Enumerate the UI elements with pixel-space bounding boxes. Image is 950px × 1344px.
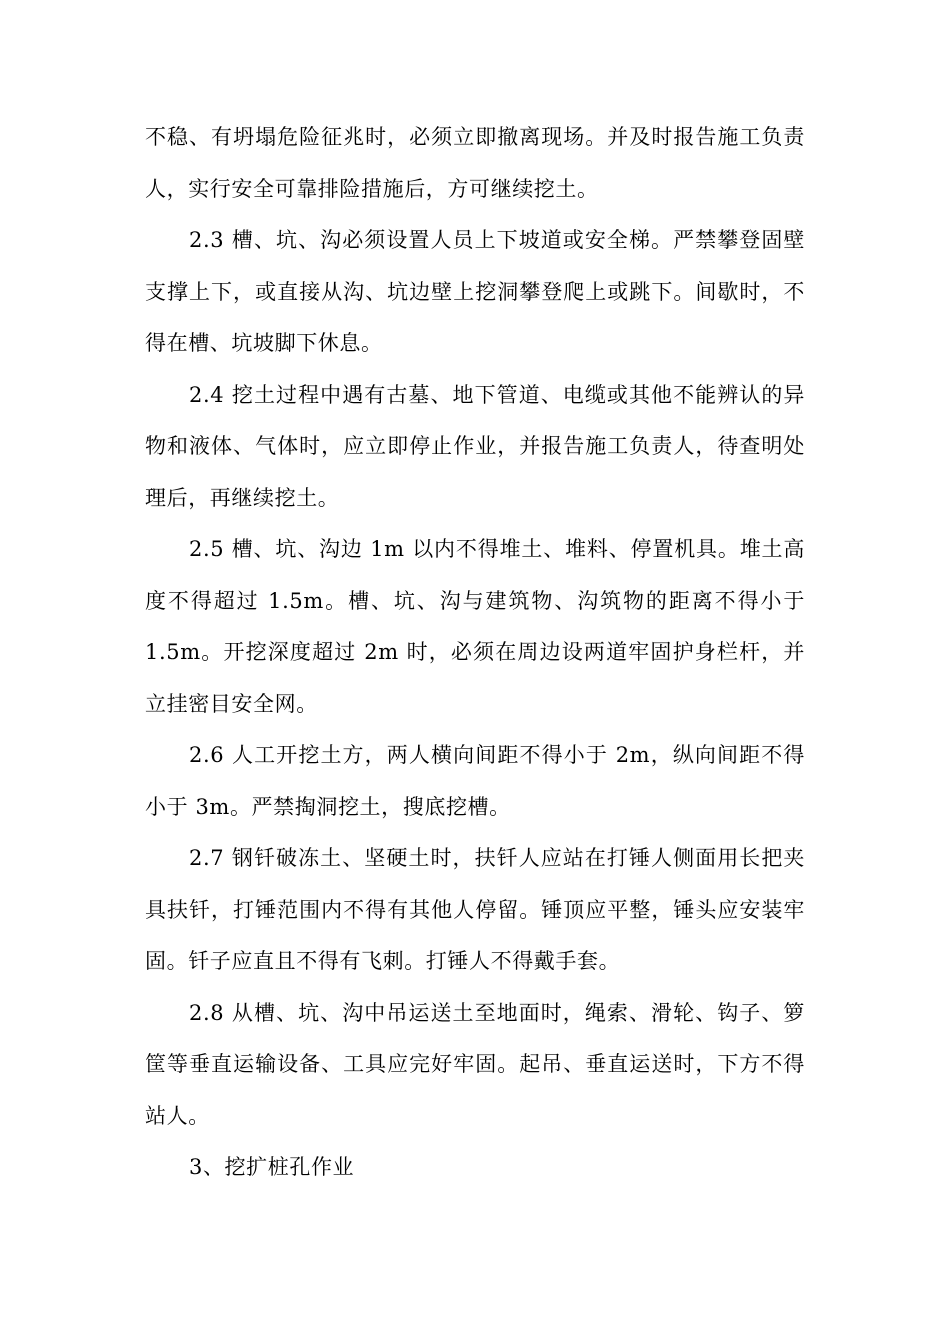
paragraph-2-7: 2.7 钢钎破冻土、坚硬土时，扶钎人应站在打锤人侧面用长把夹具扶钎，打锤范围内不得有其他人停留。锤顶应平整，锤头应安装牢固。钎子应直且不得有飞刺。打锤人不得戴手套。: [145, 846, 805, 973]
paragraph-2-6: 2.6 人工开挖土方，两人横向间距不得小于 2m，纵向间距不得小于 3m。严禁掏洞挖土，搜底挖槽。: [145, 743, 805, 819]
paragraph-2-3: 2.3 槽、坑、沟必须设置人员上下坡道或安全梯。严禁攀登固壁支撑上下，或直接从沟、坑边壁上挖洞攀登爬上或跳下。间歇时，不得在槽、坑坡脚下休息。: [145, 228, 805, 355]
document-body: [145, 112, 805, 1194]
paragraph-2-4: 2.4 挖土过程中遇有古墓、地下管道、电缆或其他不能辨认的异物和液体、气体时，应立即停止作业，并报告施工负责人，待查明处理后，再继续挖土。: [145, 382, 805, 510]
paragraph-continuation: 不稳、有坍塌危险征兆时，必须立即撤离现场。并及时报告施工负责人，实行安全可靠排险措施后，方可继续挖土。: [145, 125, 805, 201]
paragraph-2-5: 2.5 槽、坑、沟边 1m 以内不得堆土、堆料、停置机具。堆土高度不得超过 1.5m。槽、坑、沟与建筑物、沟筑物的距离不得小于1.5m。开挖深度超过 2m 时，必须在周边设两道牢固护身栏杆，并立挂密目安全网。: [145, 537, 805, 716]
section-heading: 3、挖扩桩孔作业: [189, 1155, 355, 1179]
paragraph-2-8: 2.8 从槽、坑、沟中吊运送土至地面时，绳索、滑轮、钩子、箩筐等垂直运输设备、工具应完好牢固。起吊、垂直运送时，下方不得站人。: [145, 1000, 805, 1128]
